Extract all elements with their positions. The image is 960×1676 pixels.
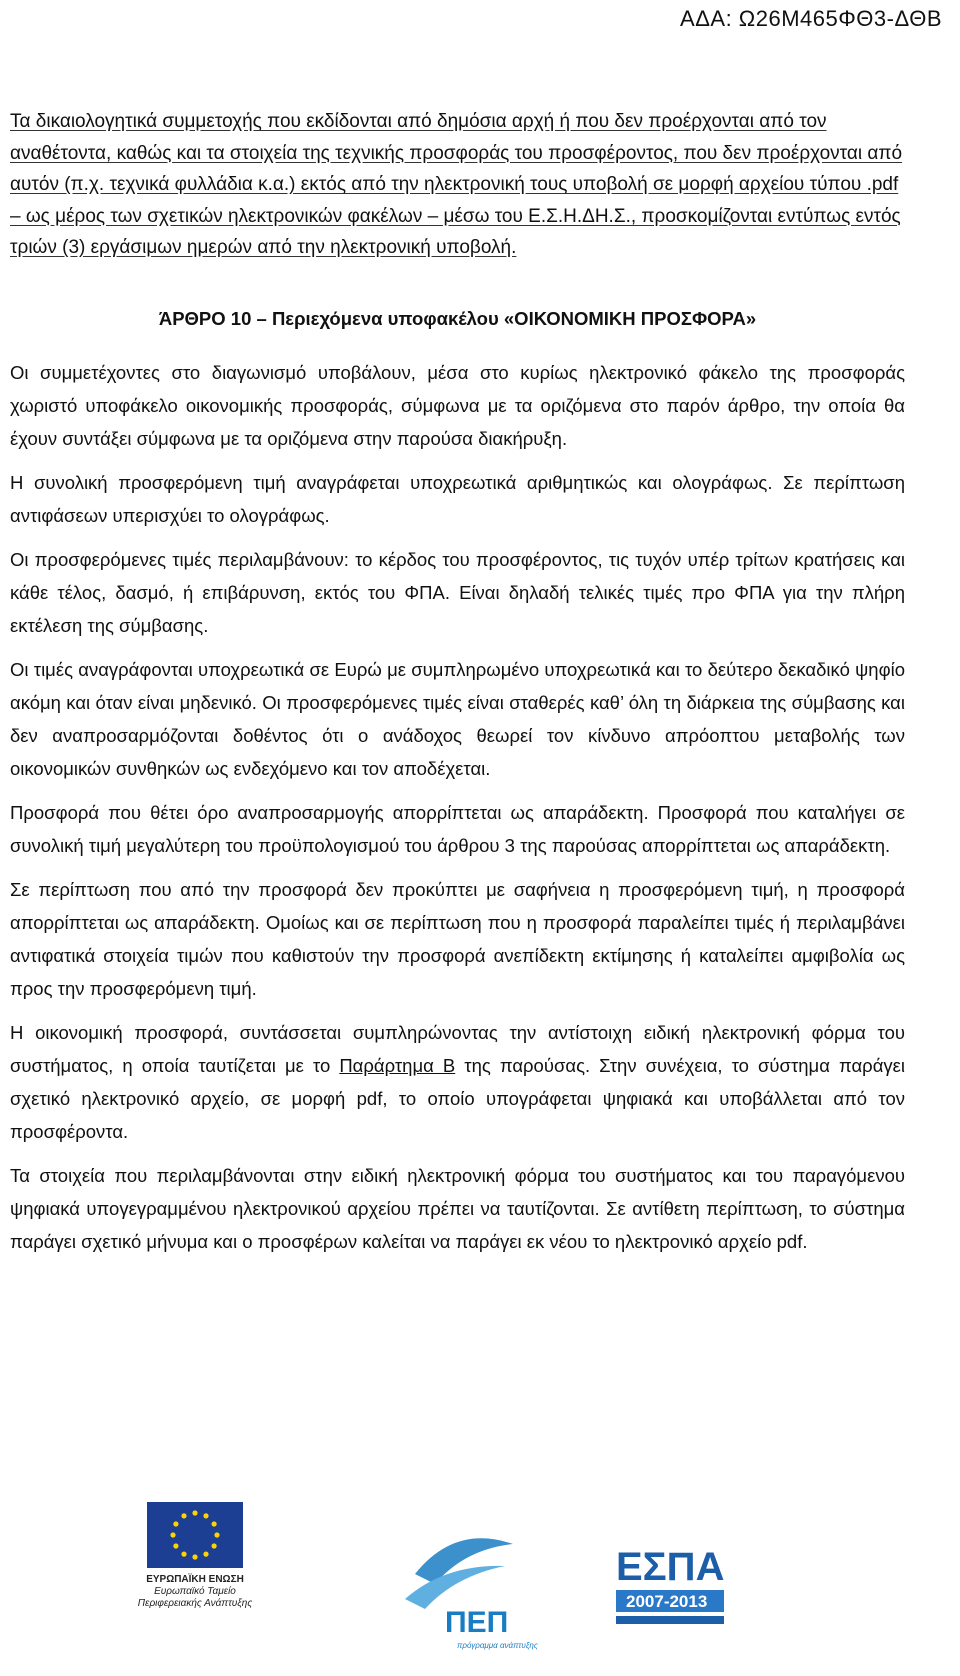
- eu-star-icon: [212, 1543, 217, 1548]
- paragraph-3: Οι προσφερόμενες τιμές περιλαμβάνουν: το κέρδος του προσφέροντος, τις τυχόν υπέρ τρίτων κρατήσεις και κάθε τέλος, δασμό, ή επιβάρυνση, εκτός του ΦΠΑ. Είναι δηλαδή τελικές τιμές προ ΦΠΑ για την πλήρη εκτέλεση της σύμβασης.: [10, 548, 905, 636]
- eu-star-icon: [181, 1552, 186, 1557]
- paragraph-7-end: της παρούσας. Στην συνέχεια, το σύστημα παράγει σχετικό ηλεκτρονικό αρχείο, σε μορφή pdf, το οποίο υπογράφεται ψηφιακά και υποβάλλεται από τον προσφέροντα.: [10, 1054, 905, 1142]
- paragraph-7-start: Η οικονομική προσφορά, συντάσσεται συμπληρώνοντας την αντίστοιχη ειδική ηλεκτρονική φόρμα του συστήματος, η οποία ταυτίζεται με το: [10, 1021, 905, 1076]
- eu-caption-line3: Περιφερειακής Ανάπτυξης: [137, 1598, 253, 1609]
- espa-logo: [610, 1532, 730, 1652]
- eu-caption: [130, 1574, 260, 1610]
- paragraph-4: Οι τιμές αναγράφονται υποχρεωτικά σε Ευρώ με συμπληρωμένο υποχρεωτικά και το δεύτερο δεκαδικό ψηφίο ακόμη και όταν είναι μηδενικό. Οι προσφερόμενες τιμές είναι σταθερές καθ’ όλη τη διάρκεια της σύμβασης και δεν αναπροσαρμόζονται δοθέντος ότι ο ανάδοχος θεωρεί τον κίνδυνο απρόοπτου μεταβολής των οικονομικών συνθηκών ως ενδεχόμενο και τον αποδέχεται.: [10, 658, 905, 779]
- eu-flag-icon: [147, 1502, 243, 1568]
- pep-logo: [395, 1504, 538, 1654]
- eu-star-icon: [203, 1552, 208, 1557]
- paragraph-2: Η συνολική προσφερόμενη τιμή αναγράφεται υποχρεωτικά αριθμητικώς και ολογράφως. Σε περίπτωση αντιφάσεων υπερισχύει το ολογράφως.: [10, 471, 905, 526]
- eu-star-icon: [181, 1513, 186, 1518]
- paragraph-7: [10, 1016, 905, 1148]
- svg-text:2007-2013: 2007-2013: [626, 1592, 708, 1611]
- document-body: [10, 106, 905, 1269]
- paragraph-6: Σε περίπτωση που από την προσφορά δεν προκύπτει με σαφήνεια η προσφερόμενη τιμή, η προσφορά απορρίπτεται ως απαράδεκτη. Ομοίως και σε περίπτωση που η προσφορά παραλείπει τιμές ή περιλαμβάνει αντιφατικά στοιχεία τιμών που καθιστούν την προσφορά ανεπίδεκτη εκτίμησης ή καταλείπει αμφιβολία ως προς την προσφερόμενη τιμή.: [10, 878, 905, 999]
- intro-paragraph: Τα δικαιολογητικά συμμετοχής που εκδίδονται από δημόσια αρχή ή που δεν προέρχονται από τον αναθέτοντα, καθώς και τα στοιχεία της τεχνικής προσφοράς του προσφέροντος, που δεν προέρχονται από αυτόν (π.χ. τεχνικά φυλλάδια κ.α.) εκτός από την ηλεκτρονική τους υποβολή σε μορφή αρχείου τύπου .pdf – ως μέρος των σχετικών ηλεκτρονικών φακέλων – μέσω του Ε.Σ.Η.ΔΗ.Σ., προσκομίζονται εντύπως εντός τριών (3) εργάσιμων ημερών από την ηλεκτρονική υποβολή.: [10, 111, 903, 258]
- svg-text:πρόγραμμα ανάπτυξης: πρόγραμμα ανάπτυξης: [457, 1641, 538, 1650]
- eu-star-icon: [173, 1543, 178, 1548]
- annex-b-reference: Παράρτημα Β: [339, 1054, 456, 1076]
- article-heading: ΆΡΘΡΟ 10 – Περιεχόμενα υποφακέλου «ΟΙΚΟΝΟΜΙΚΗ ΠΡΟΣΦΟΡΑ»: [158, 307, 757, 329]
- paragraph-1: Οι συμμετέχοντες στο διαγωνισμό υποβάλουν, μέσα στο κυρίως ηλεκτρονικό φάκελο της προσφοράς χωριστό υποφάκελο οικονομικής προσφοράς, σύμφωνα με τα οριζόμενα στο παρόν άρθρο, την οποία θα έχουν συντάξει σύμφωνα με τα οριζόμενα στην παρούσα διακήρυξη.: [10, 361, 905, 449]
- eu-star-icon: [214, 1532, 219, 1537]
- ada-code: ΑΔΑ: Ω26Μ465ΦΘ3-ΔΘΒ: [680, 6, 942, 31]
- paragraph-5: Προσφορά που θέτει όρο αναπροσαρμογής απορρίπτεται ως απαράδεκτη. Προσφορά που καταλήγει σε συνολική τιμή μεγαλύτερη του προϋπολογισμού του άρθρου 3 της παρούσας απορρίπτεται ως απαράδεκτη.: [10, 801, 905, 856]
- eu-logo: [130, 1490, 260, 1610]
- svg-text:ΕΣΠΑ: ΕΣΠΑ: [616, 1545, 725, 1589]
- eu-caption-line2: Ευρωπαϊκό Ταμείο: [154, 1586, 236, 1597]
- footer-logos: [0, 1490, 960, 1670]
- eu-star-icon: [212, 1521, 217, 1526]
- eu-star-icon: [170, 1532, 175, 1537]
- eu-star-icon: [192, 1510, 197, 1515]
- paragraph-8: Τα στοιχεία που περιλαμβάνονται στην ειδική ηλεκτρονική φόρμα του συστήματος και του παραγόμενου ψηφιακά υπογεγραμμένου ηλεκτρονικού αρχείου πρέπει να ταυτίζονται. Σε αντίθετη περίπτωση, το σύστημα παράγει σχετικό μήνυμα και ο προσφέρων καλείται να παράγει εκ νέου το ηλεκτρονικό αρχείο pdf.: [10, 1164, 905, 1252]
- svg-text:ΠΕΠ: ΠΕΠ: [445, 1606, 509, 1639]
- eu-star-icon: [192, 1554, 197, 1559]
- eu-star-icon: [173, 1521, 178, 1526]
- eu-caption-line1: ΕΥΡΩΠΑΪΚΗ ΕΝΩΣΗ: [146, 1574, 244, 1585]
- eu-star-icon: [203, 1513, 208, 1518]
